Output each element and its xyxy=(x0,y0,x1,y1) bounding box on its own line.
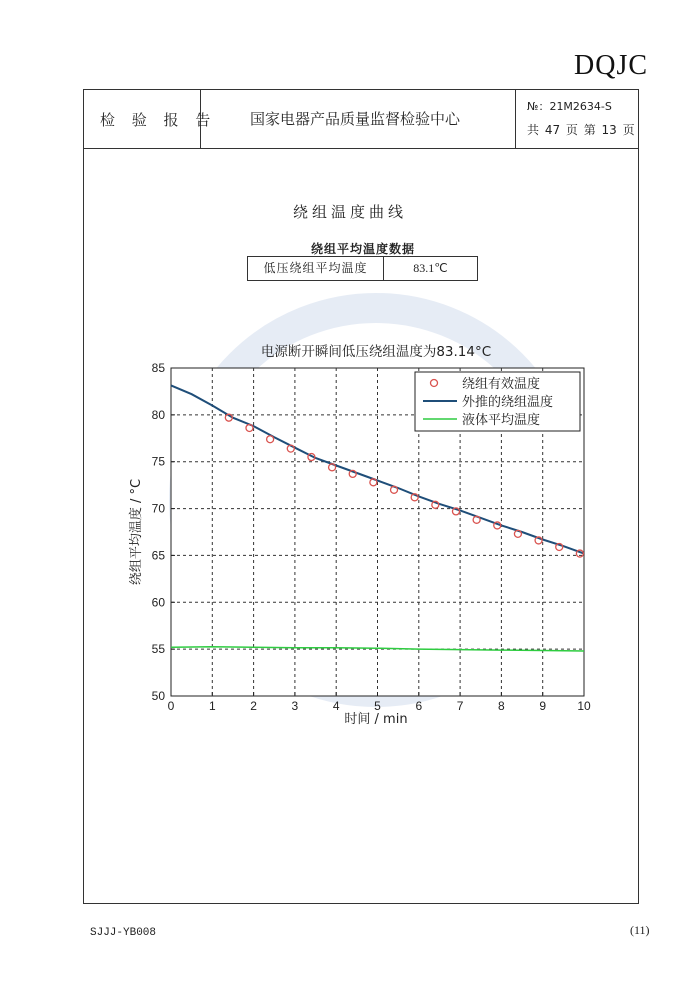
y-tick-label: 85 xyxy=(151,361,165,375)
legend-label-liquid: 液体平均温度 xyxy=(462,413,541,428)
x-tick-label: 5 xyxy=(374,699,381,713)
x-tick-label: 7 xyxy=(456,699,464,713)
y-tick-label: 60 xyxy=(151,595,165,610)
x-tick-label: 8 xyxy=(498,699,505,713)
page-count: 共 47 页 第 13 页 xyxy=(527,123,635,137)
form-code: SJJJ-YB008 xyxy=(90,927,157,939)
x-tick-label: 2 xyxy=(250,699,257,713)
report-number: №：21M2634-S xyxy=(527,100,612,113)
x-tick-label: 0 xyxy=(167,699,175,713)
y-tick-label: 80 xyxy=(151,407,165,422)
x-axis-label: 时间 / min xyxy=(344,712,408,727)
x-tick-label: 9 xyxy=(539,699,547,713)
y-tick-label: 70 xyxy=(151,501,165,516)
table-title: 绕组平均温度数据 xyxy=(310,242,415,256)
report-type-label: 检 验 报 告 xyxy=(100,111,217,129)
legend-label-measured: 绕组有效温度 xyxy=(462,377,541,392)
brand-mark: DQJC xyxy=(574,50,649,81)
x-tick-label: 3 xyxy=(291,699,299,713)
y-tick-label: 75 xyxy=(151,454,165,469)
x-tick-label: 10 xyxy=(577,699,591,713)
chart-title: 电源断开瞬间低压绕组温度为83.14°C xyxy=(260,344,492,360)
legend xyxy=(415,372,580,431)
footer-page-number: (11) xyxy=(630,923,650,937)
legend-label-extrapolated: 外推的绕组温度 xyxy=(462,395,554,410)
section-title: 绕组温度曲线 xyxy=(292,203,407,221)
x-tick-label: 1 xyxy=(208,699,216,713)
y-tick-label: 50 xyxy=(151,689,165,703)
x-tick-label: 4 xyxy=(332,699,340,713)
table-value-cell: 83.1℃ xyxy=(413,261,448,275)
y-axis-label: 绕组平均温度 / °C xyxy=(129,478,144,586)
y-tick-label: 55 xyxy=(151,642,165,657)
x-tick-label: 6 xyxy=(415,699,423,713)
issuing-center: 国家电器产品质量监督检验中心 xyxy=(250,110,461,128)
y-tick-label: 65 xyxy=(151,548,165,563)
table-label-cell: 低压绕组平均温度 xyxy=(248,257,384,280)
